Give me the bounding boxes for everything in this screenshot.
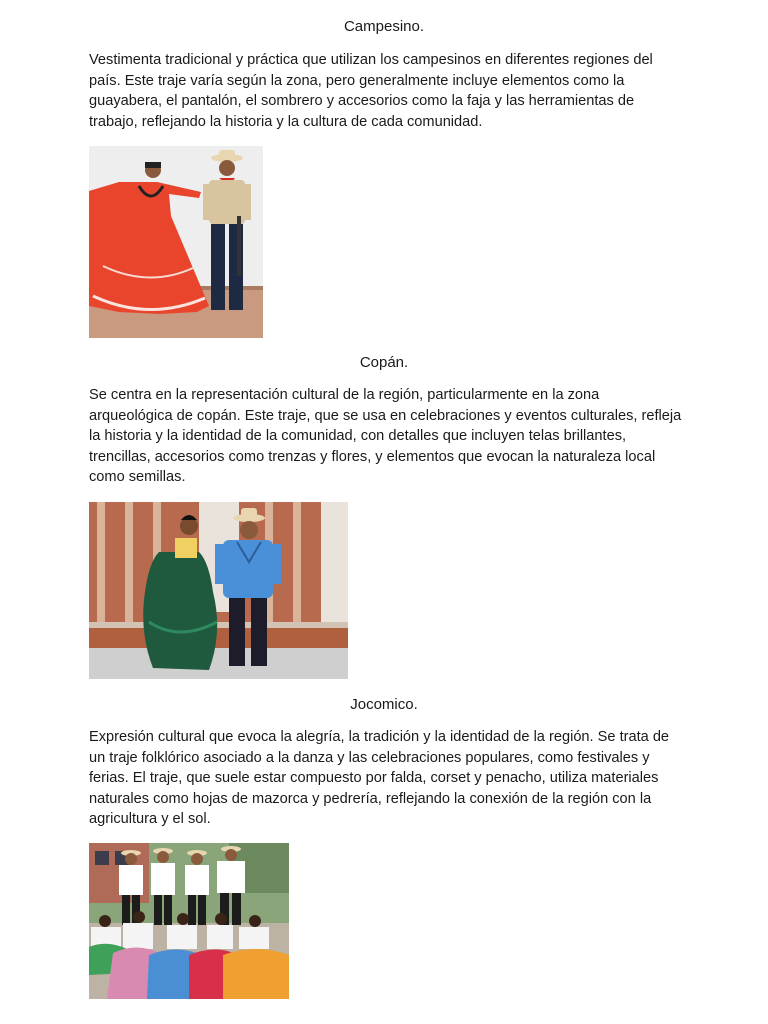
section-paragraph-campesino: Vestimenta tradicional y práctica que utilizan los campesinos en diferentes regiones del país. Este traje varía según la zona, pero generalmente incluye elementos como la guayabera, el pantalón, el sombrero y accesorios como la faja y las herramientas de trabajo, reflejando la historia y la cultura de cada comunidad. <box>89 52 653 130</box>
photo-jocomico-group <box>89 843 289 999</box>
photo-copan-couple <box>89 502 348 679</box>
section-paragraph-copan: Se centra en la representación cultural de la región, particularmente en la zona arqueológica de copán. Este traje, que se usa en celebraciones y eventos culturales, refleja la historia y la identidad de la comunidad, con detalles que incluyen telas brillantes, trencillas, accesorios como trenzas y flores, y elementos que evocan la naturaleza local como semillas. <box>89 387 682 485</box>
section-heading-copan: Copán. <box>359 354 409 371</box>
section-heading-campesino: Campesino. <box>343 18 425 35</box>
section-paragraph-jocomico: Expresión cultural que evoca la alegría, la tradición y la identidad de la región. Se trata de un traje folklórico asociado a la danza y las celebraciones populares, como festivales y ferias. El traje, que suele estar compuesto por falda, corset y penacho, utiliza materiales naturales como hojas de mazorca y pedrería, reflejando la conexión de la región con la agricultura y el sol. <box>89 729 670 827</box>
section-heading-jocomico: Jocomico. <box>350 696 418 713</box>
photo-campesino-couple <box>89 146 263 338</box>
